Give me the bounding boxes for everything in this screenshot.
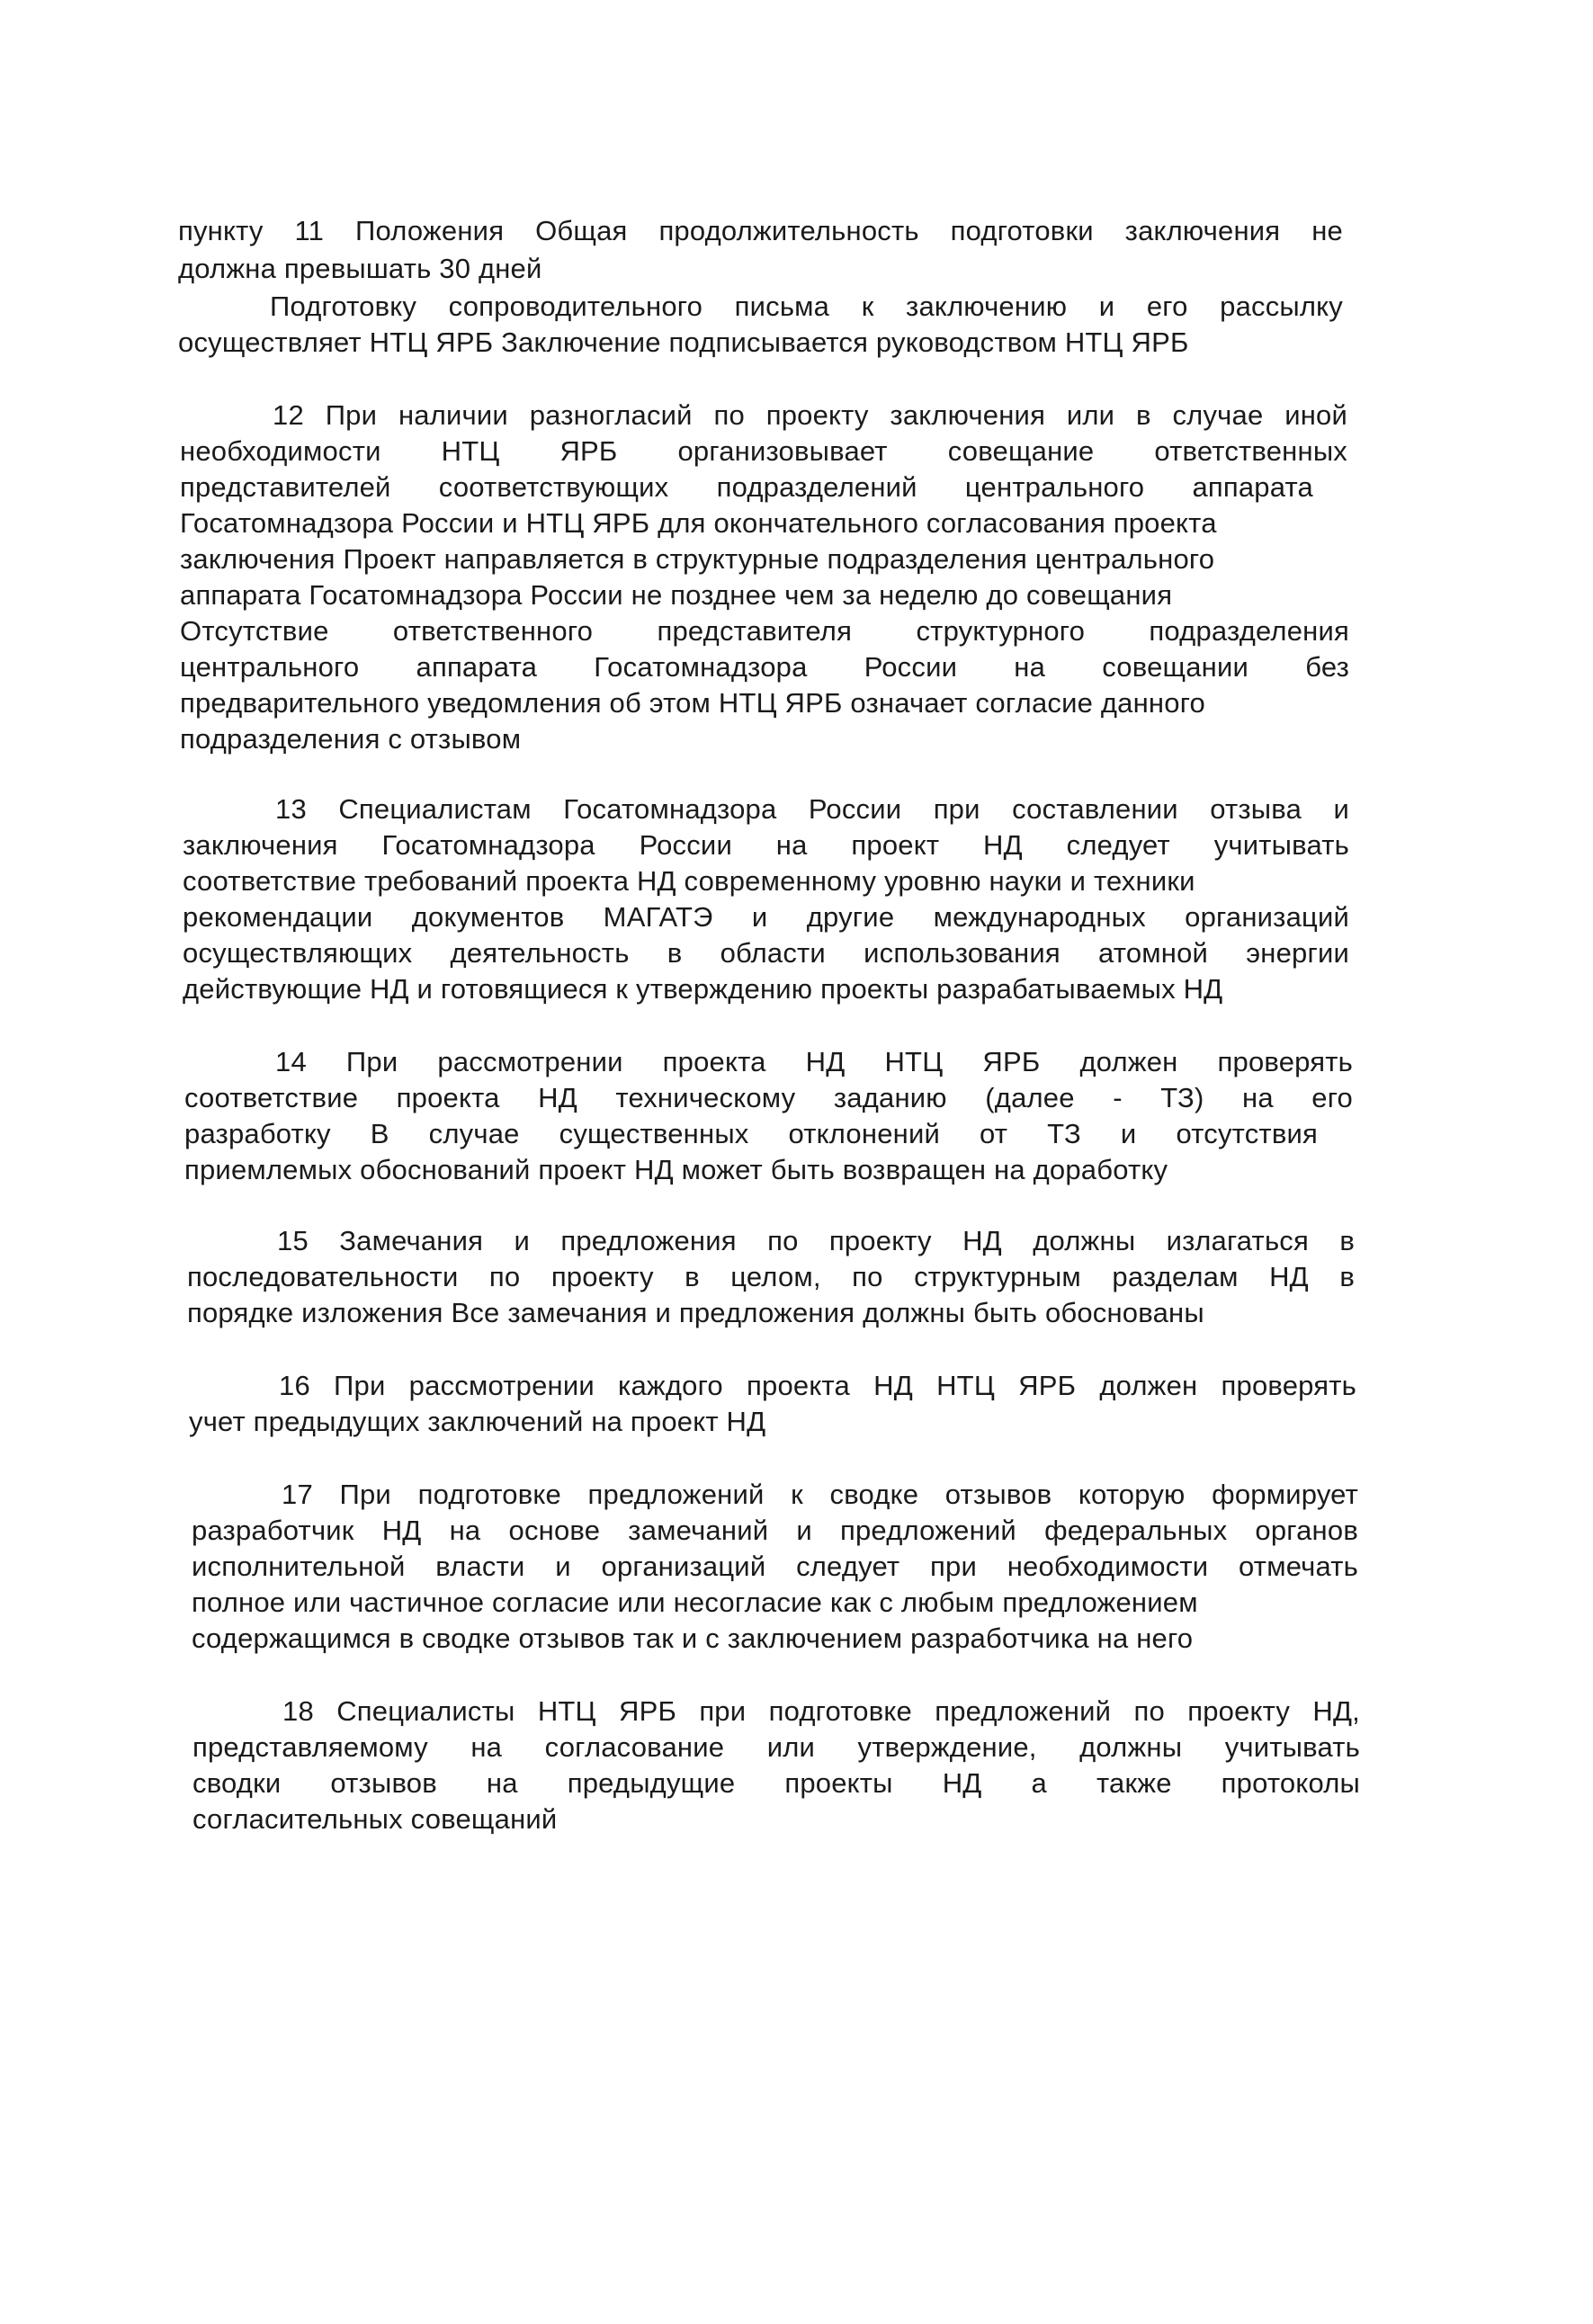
text-line: осуществляющих деятельность в области использования атомной энергии xyxy=(183,937,1349,969)
text-line: сводки отзывов на предыдущие проекты НД а также протоколы xyxy=(192,1767,1360,1799)
text-line: 17 При подготовке предложений к сводке отзывов которую формирует xyxy=(282,1479,1358,1510)
text-line: Госатомнадзора России и НТЦ ЯРБ для окончательного согласования проекта xyxy=(180,507,1217,539)
text-line: 13 Специалистам Госатомнадзора России при составлении отзыва и xyxy=(275,793,1349,825)
text-line: 18 Специалисты НТЦ ЯРБ при подготовке предложений по проекту НД, xyxy=(282,1695,1360,1727)
text-line: согласительных совещаний xyxy=(192,1803,558,1835)
text-line: соответствие проекта НД техническому заданию (далее - ТЗ) на его xyxy=(184,1082,1353,1113)
text-line: центрального аппарата Госатомнадзора России на совещании без xyxy=(180,651,1349,683)
text-line: осуществляет НТЦ ЯРБ Заключение подписывается руководством НТЦ ЯРБ xyxy=(178,326,1189,358)
text-line: должна превышать 30 дней xyxy=(178,253,542,284)
text-line: учет предыдущих заключений на проект НД xyxy=(189,1406,766,1437)
text-line: заключения Проект направляется в структурные подразделения центрального xyxy=(180,543,1215,575)
text-line: предварительного уведомления об этом НТЦ ЯРБ означает согласие данного xyxy=(180,687,1205,719)
text-line: представляемому на согласование или утверждение, должны учитывать xyxy=(192,1731,1360,1763)
text-line: аппарата Госатомнадзора России не позднее чем за неделю до совещания xyxy=(180,579,1173,611)
text-line: исполнительной власти и организаций следует при необходимости отмечать xyxy=(192,1551,1358,1582)
text-line: рекомендации документов МАГАТЭ и другие международных организаций xyxy=(183,901,1349,933)
text-line: представителей соответствующих подразделений центрального аппарата xyxy=(180,471,1313,503)
text-line: приемлемых обоснований проект НД может быть возвращен на доработку xyxy=(184,1154,1168,1185)
text-line: 12 При наличии разногласий по проекту заключения или в случае иной xyxy=(273,399,1347,431)
text-line: разработку В случае существенных отклонений от ТЗ и отсутствия xyxy=(184,1118,1318,1149)
text-line: полное или частичное согласие или несогласие как с любым предложением xyxy=(192,1587,1198,1618)
text-line: Отсутствие ответственного представителя структурного подразделения xyxy=(180,615,1349,647)
text-line: разработчик НД на основе замечаний и предложений федеральных органов xyxy=(192,1515,1358,1546)
text-line: заключения Госатомнадзора России на проект НД следует учитывать xyxy=(183,829,1349,861)
text-line: 14 При рассмотрении проекта НД НТЦ ЯРБ должен проверять xyxy=(275,1046,1353,1077)
text-line: действующие НД и готовящиеся к утверждению проекты разрабатываемых НД xyxy=(183,973,1223,1005)
text-line: подразделения с отзывом xyxy=(180,723,522,755)
text-line: необходимости НТЦ ЯРБ организовывает совещание ответственных xyxy=(180,435,1347,467)
text-line: 15 Замечания и предложения по проекту НД должны излагаться в xyxy=(277,1225,1355,1256)
text-line: 16 При рассмотрении каждого проекта НД НТЦ ЯРБ должен проверять xyxy=(279,1370,1356,1401)
text-line: пункту 11 Положения Общая продолжительность подготовки заключения не xyxy=(178,215,1343,246)
text-line: Подготовку сопроводительного письма к заключению и его рассылку xyxy=(270,290,1343,322)
text-line: содержащимся в сводке отзывов так и с заключением разработчика на него xyxy=(192,1622,1194,1654)
text-line: последовательности по проекту в целом, по структурным разделам НД в xyxy=(187,1261,1355,1292)
text-line: порядке изложения Все замечания и предложения должны быть обоснованы xyxy=(187,1297,1204,1328)
text-line: соответствие требований проекта НД современному уровню науки и техники xyxy=(183,865,1195,897)
